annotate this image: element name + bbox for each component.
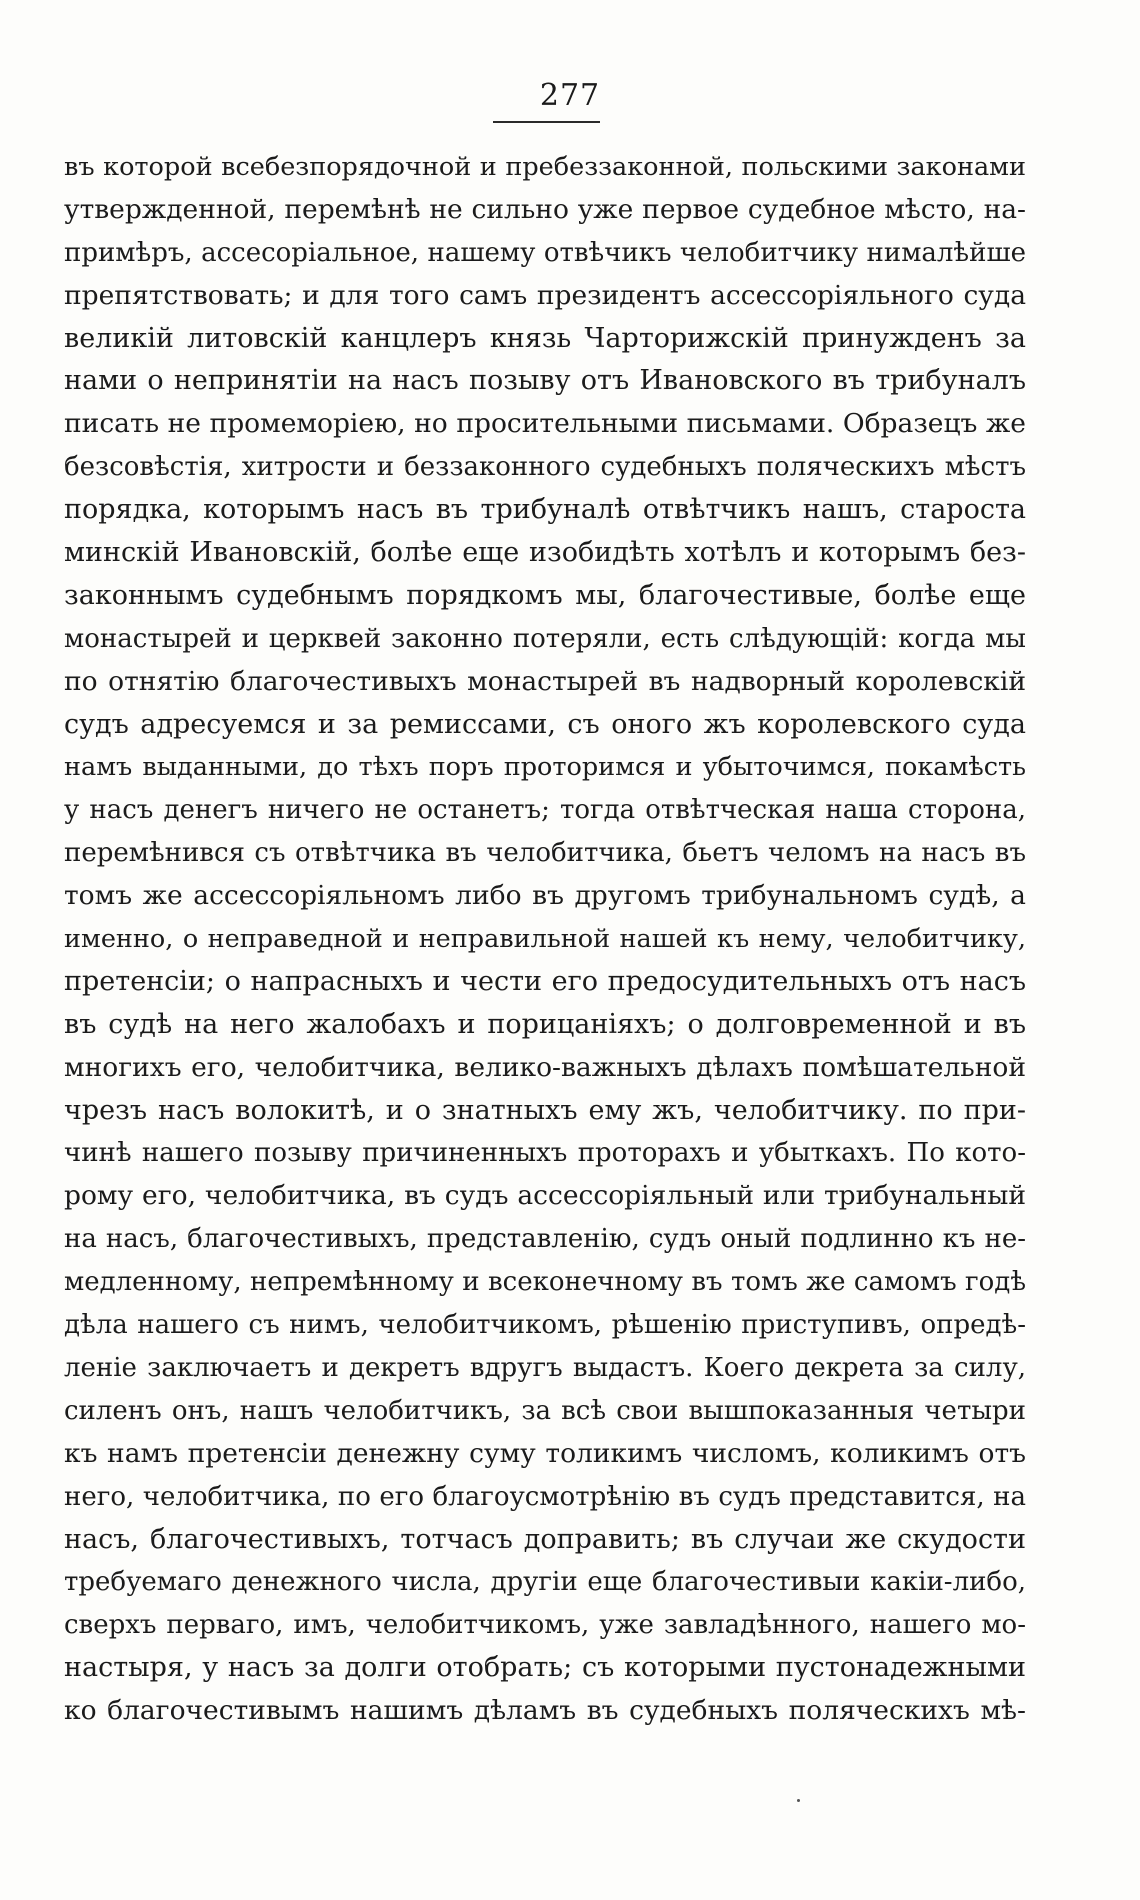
text-line: судъ адресуемся и за ремиссами, съ оного жъ королевского суда <box>64 708 1026 740</box>
text-line: примѣръ, ассесоріальное, нашему отвѣчикъ челобитчику нималѣйше <box>64 237 1026 268</box>
text-line: къ намъ претенсіи денежну суму толикимъ числомъ, коликимъ отъ <box>64 1437 1026 1469</box>
text-line: сверхъ перваго, имъ, челобитчикомъ, уже завладѣнного, нашего мо- <box>64 1610 1026 1641</box>
text-line: ко благочестивымъ нашимъ дѣламъ въ судебныхъ поляческихъ мѣ- <box>64 1695 1026 1727</box>
text-line: монастырей и церквей законно потеряли, есть слѣдующій: когда мы <box>64 623 1026 654</box>
text-line: леніе заключаетъ и декретъ вдругъ выдастъ. Коего декрета за силу, <box>64 1352 1026 1383</box>
text-line: претенсіи; о напрасныхъ и чести его предосудительныхъ отъ насъ <box>64 965 1026 997</box>
text-line: писать не промеморіею, но просительными письмами. Образецъ же <box>64 408 1026 440</box>
text-line: у насъ денегъ ничего не останетъ; тогда отвѣтческая наша сторона, <box>64 795 1026 826</box>
body-text <box>64 146 1026 1733</box>
text-line: по отнятію благочестивыхъ монастырей въ надворный королевскій <box>64 665 1026 697</box>
text-line: безсовѣстія, хитрости и беззаконного судебныхъ поляческихъ мѣстъ <box>64 452 1026 483</box>
text-line: перемѣнився съ отвѣтчика въ челобитчика, бьетъ челомъ на насъ въ <box>64 838 1026 869</box>
text-line: намъ выданными, до тѣхъ поръ проторимся и убыточимся, покамѣсть <box>64 752 1026 783</box>
scan-speck <box>797 1799 800 1802</box>
text-line: именно, о неправедной и неправильной нашей къ нему, челобитчику, <box>64 924 1026 955</box>
text-line: томъ же ассессоріяльномъ либо въ другомъ трибунальномъ судѣ, а <box>64 880 1026 912</box>
text-line: утвержденной, перемѣнѣ не сильно уже первое судебное мѣсто, на- <box>64 193 1026 225</box>
text-line: въ судѣ на него жалобахъ и порицаніяхъ; о долговременной и въ <box>64 1008 1026 1040</box>
text-line: на насъ, благочестивыхъ, представленію, судъ оный подлинно къ не- <box>64 1224 1026 1255</box>
text-line: препятствовать; и для того самъ президентъ ассессоріяльного суда <box>64 279 1026 311</box>
text-line: насъ, благочестивыхъ, тотчасъ доправить; въ случаи же скудости <box>64 1523 1026 1555</box>
text-line: многихъ его, челобитчика, велико-важныхъ дѣлахъ помѣшательной <box>64 1051 1026 1083</box>
text-line: дѣла нашего съ нимъ, челобитчикомъ, рѣшенію приступивъ, опредѣ- <box>64 1310 1026 1341</box>
text-line: чинѣ нашего позыву причиненныхъ проторахъ и убыткахъ. По кото- <box>64 1138 1026 1169</box>
text-line: порядка, которымъ насъ въ трибуналѣ отвѣтчикъ нашъ, староста <box>64 494 1026 526</box>
text-line: въ которой всебезпорядочной и пребеззаконной, польскими законами <box>64 152 1026 182</box>
text-line: великій литовскій канцлеръ князь Чарторижскій принужденъ за <box>64 322 1026 354</box>
text-line: медленному, непремѣнному и всеконечному въ томъ же самомъ годѣ <box>64 1267 1026 1298</box>
page-number: 277 <box>539 78 601 113</box>
text-line: рому его, челобитчика, въ судъ ассессоріяльный или трибунальный <box>64 1180 1026 1212</box>
page-number-rule <box>493 121 600 123</box>
text-line: силенъ онъ, нашъ челобитчикъ, за всѣ свои вышпоказанныя четыри <box>64 1395 1026 1426</box>
text-line: настыря, у насъ за долги отобрать; съ которыми пустонадежными <box>64 1652 1026 1684</box>
text-line: чрезъ насъ волокитѣ, и о знатныхъ ему жъ, челобитчику. по при- <box>64 1094 1026 1126</box>
text-line: требуемаго денежного числа, другіи еще благочестивыи какіи-либо, <box>64 1567 1026 1598</box>
text-line: нами о непринятіи на насъ позыву отъ Ивановского въ трибуналъ <box>64 365 1026 397</box>
text-line: законнымъ судебнымъ порядкомъ мы, благочестивые, болѣе еще <box>64 579 1026 611</box>
text-line: минскій Ивановскій, болѣе еще изобидѣть хотѣлъ и которымъ без- <box>64 537 1026 569</box>
text-line: него, челобитчика, по его благоусмотрѣнію въ судъ представится, на <box>64 1481 1026 1512</box>
